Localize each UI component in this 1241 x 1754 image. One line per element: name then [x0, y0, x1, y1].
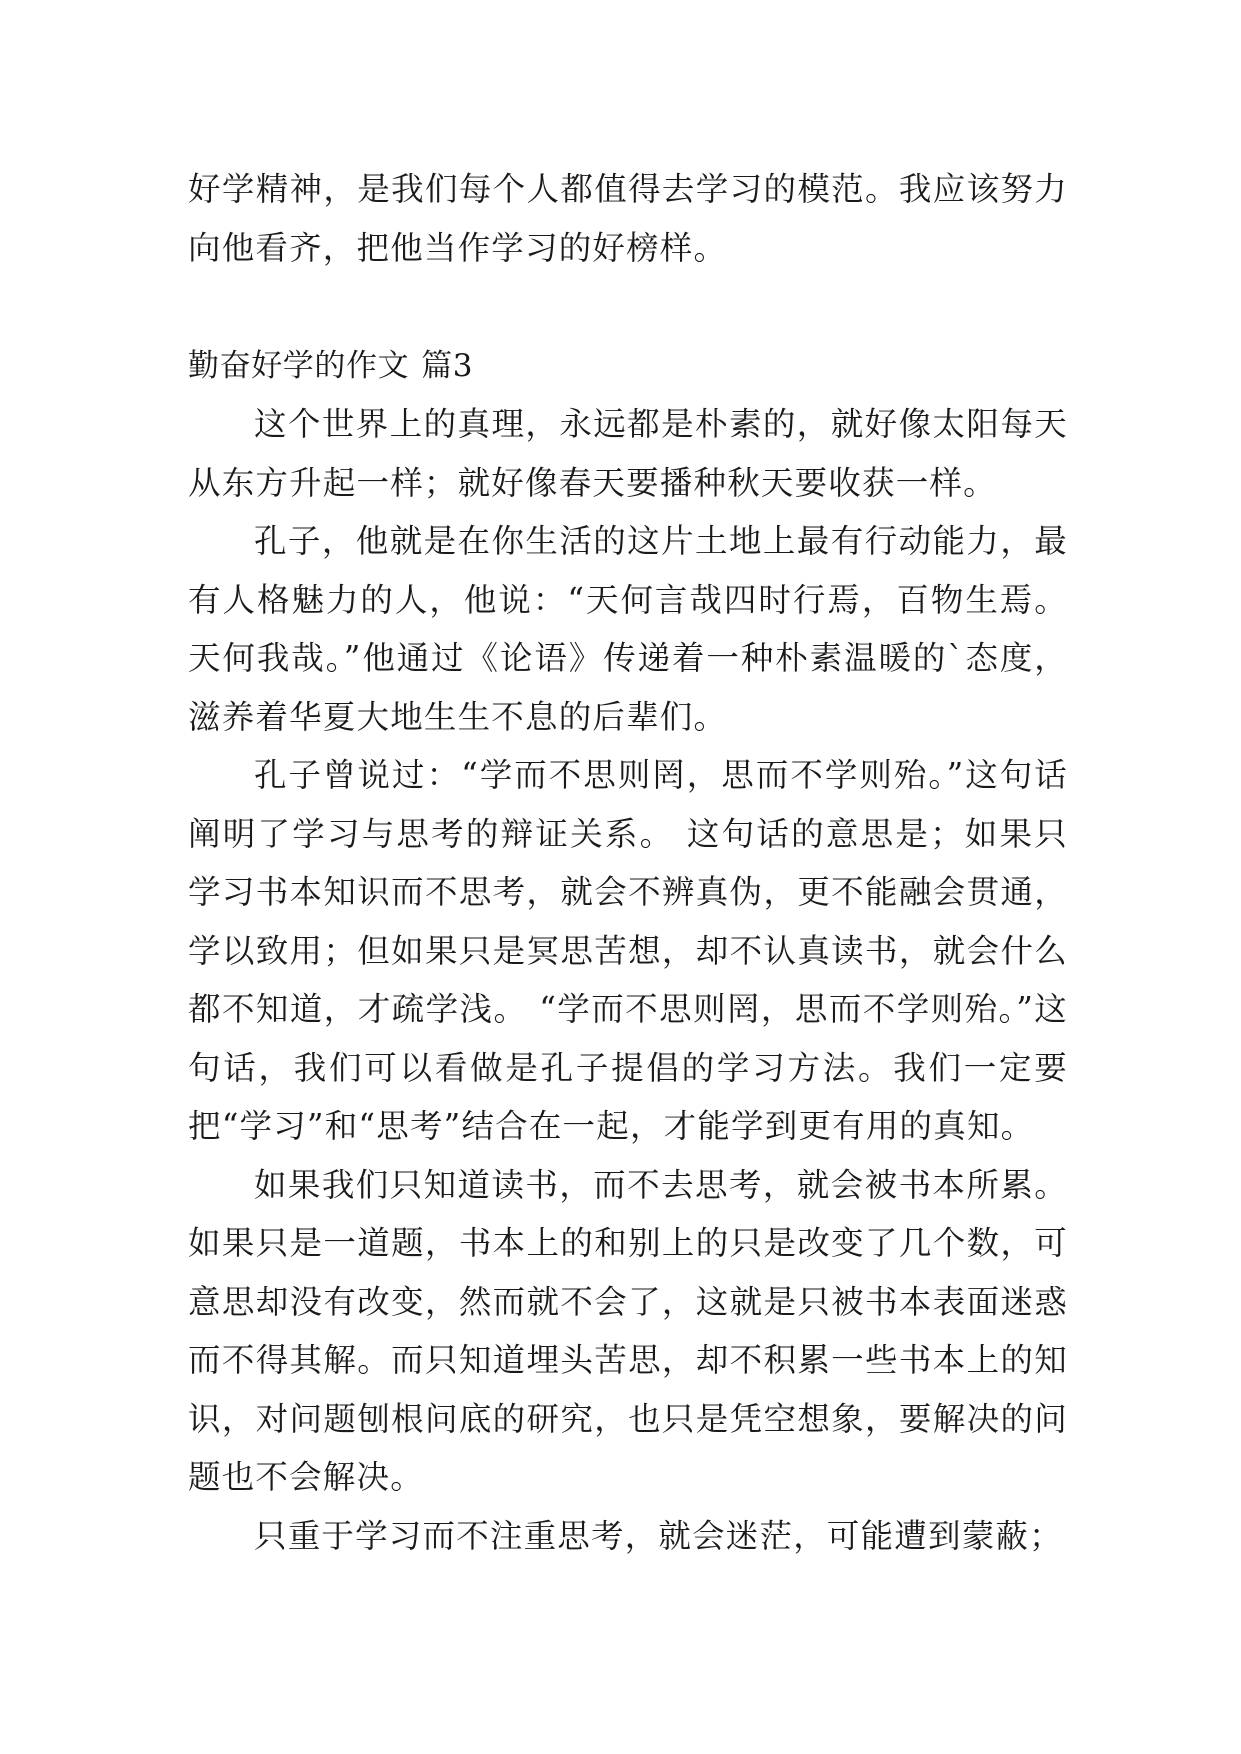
body-paragraph-3: 孔子曾说过：“学而不思则罔，思而不学则殆。”这句话阐明了学习与思考的辩证关系。 这句话的意思是；如果只学习书本知识而不思考，就会不辨真伪，更不能融会贯通，学以致用；但如果只是冥思苦想，却不认真读书，就会什么都不知道，才疏学浅。 “学而不思则罔，思而不学则殆。”这句话，我们可以看做是孔子提倡的学习方法。我们一定要把“学习”和“思考”结合在一起，才能学到更有用的真知。: [188, 756, 1068, 1145]
body-paragraph-1: 这个世界上的真理，永远都是朴素的，就好像太阳每天从东方升起一样；就好像春天要播种秋天要收获一样。: [188, 405, 1068, 502]
section-heading: [188, 337, 1068, 395]
intro-paragraph: 好学精神，是我们每个人都值得去学习的模范。我应该努力向他看齐，把他当作学习的好榜样。: [188, 170, 1068, 267]
document-body: [188, 160, 1068, 1565]
body-paragraph-4: 如果我们只知道读书，而不去思考，就会被书本所累。如果只是一道题，书本上的和别上的只是改变了几个数，可意思却没有改变，然而就不会了，这就是只被书本表面迷惑而不得其解。而只知道埋头苦思，却不积累一些书本上的知识，对问题刨根问底的研究，也只是凭空想象，要解决的问题也不会解决。: [188, 1165, 1068, 1496]
section-heading-title: 勤奋好学的作文: [188, 348, 410, 384]
body-paragraph-5: 只重于学习而不注重思考，就会迷茫，可能遭到蒙蔽；: [254, 1516, 1063, 1555]
section-spacer: [188, 277, 1068, 337]
body-paragraph-2: 孔子，他就是在你生活的这片土地上最有行动能力，最有人格魅力的人，他说：“天何言哉四时行焉，百物生焉。天何我哉。”他通过《论语》传递着一种朴素温暖的`态度，滋养着华夏大地生生不息的后辈们。: [188, 522, 1068, 736]
section-heading-number: 篇3: [421, 348, 474, 384]
